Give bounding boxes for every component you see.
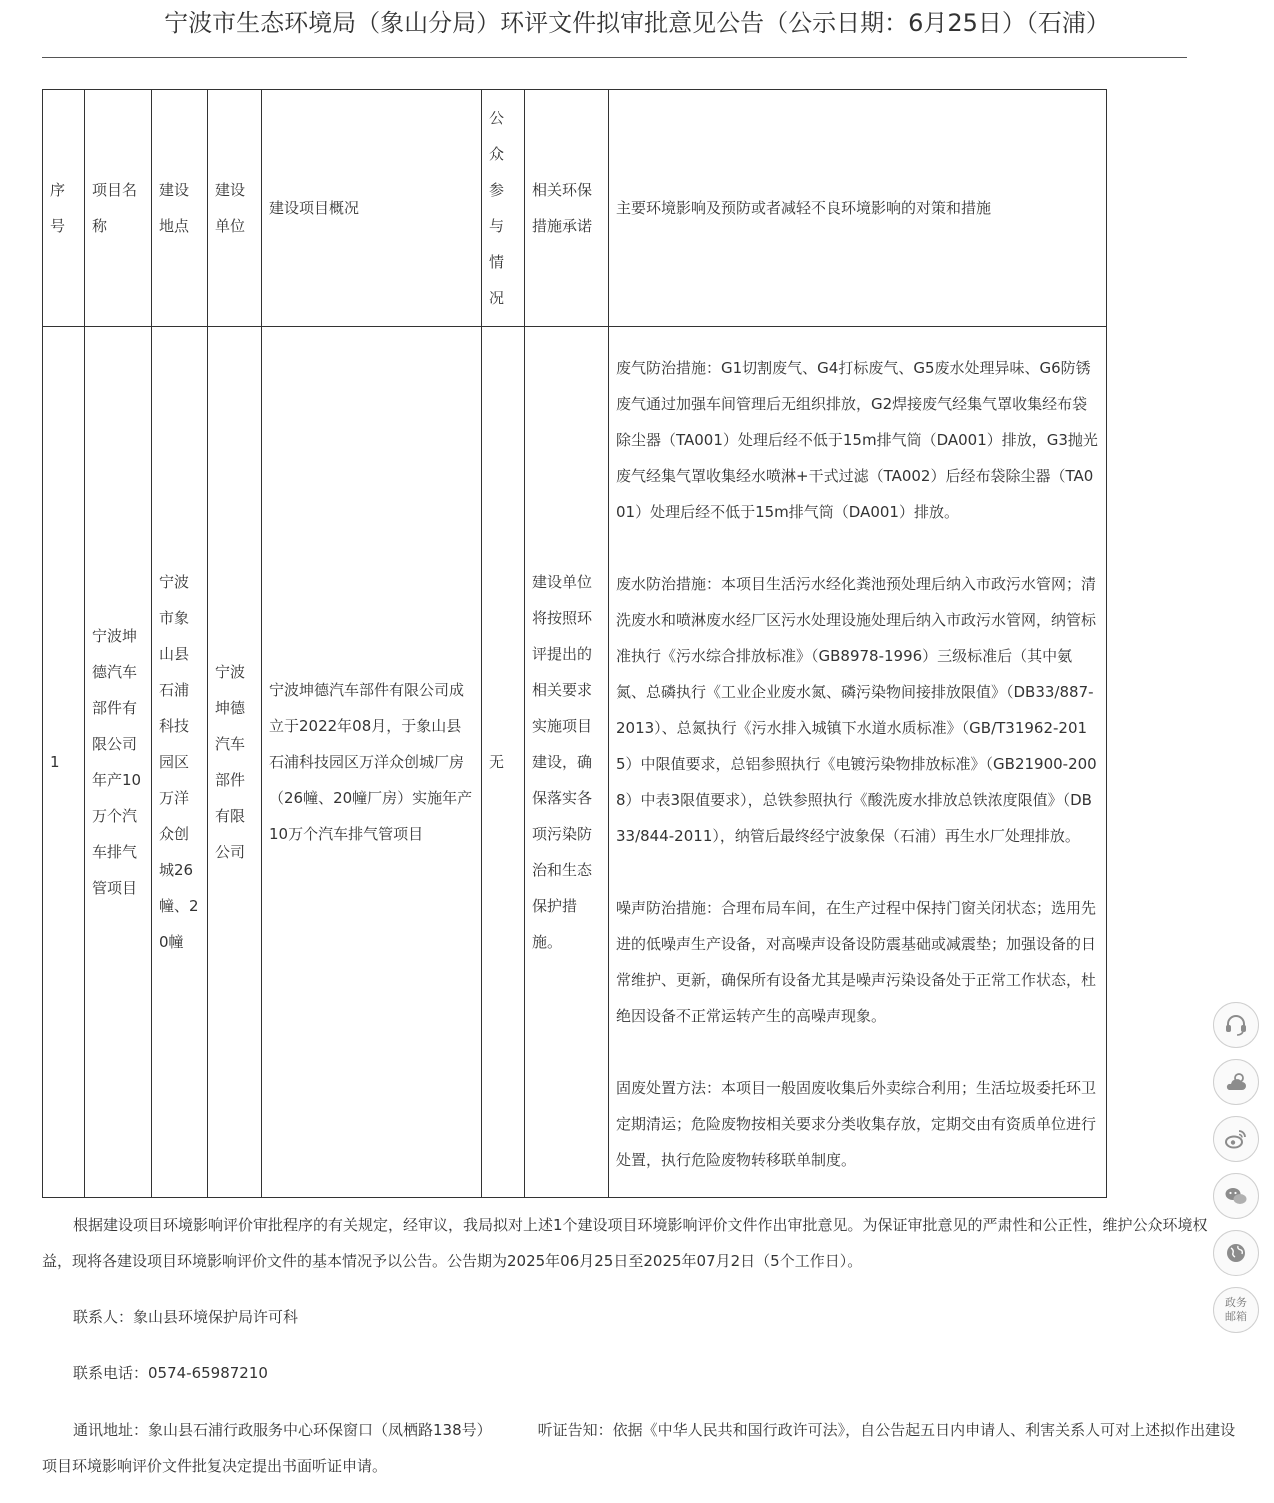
wechat-icon [1223, 1183, 1249, 1209]
cell-company: 宁波坤德汽车部件有限公司 [208, 327, 262, 1198]
cell-measures [609, 327, 1107, 1198]
cloud-sun-icon [1223, 1069, 1249, 1095]
gov-mailbox-button[interactable] [1213, 1287, 1259, 1333]
cell-overview: 宁波坤德汽车部件有限公司成立于2022年08月，于象山县石浦科技园区万洋众创城厂房（26幢、20幢厂房）实施年产10万个汽车排气管项目 [262, 327, 482, 1198]
contact-person: 联系人：象山县环境保护局许可科 [73, 1308, 299, 1326]
header-company: 建设单位 [208, 90, 262, 327]
cell-project-name: 宁波坤德汽车部件有限公司年产10万个汽车排气管项目 [85, 327, 152, 1198]
weather-button[interactable] [1213, 1059, 1259, 1105]
approval-table [42, 89, 1107, 1198]
page-title: 宁波市生态环境局（象山分局）环评文件拟审批意见公告（公示日期：6月25日）（石浦） [164, 9, 1110, 37]
header-location: 建设地点 [152, 90, 208, 327]
cell-commitment: 建设单位将按照环评提出的相关要求实施项目建设，确保落实各项污染防治和生态保护措施。 [525, 327, 609, 1198]
globe-icon [1223, 1240, 1249, 1266]
wechat-button[interactable] [1213, 1173, 1259, 1219]
cell-public-participation: 无 [482, 327, 525, 1198]
table-row [43, 327, 1107, 1198]
header-public-participation: 公众参与情况 [482, 90, 525, 327]
headset-icon [1223, 1012, 1249, 1038]
header-measures: 主要环境影响及预防或者减轻不良环境影响的对策和措施 [609, 90, 1107, 327]
measure-gas: 废气防治措施：G1切割废气、G4打标废气、G5废水处理异味、G6防锈废气通过加强车间管理后无组织排放，G2焊接废气经集气罩收集经布袋除尘器（TA001）处理后经不低于15m排气筒（DA001）排放，G3抛光废气经集气罩收集经水喷淋+干式过滤（TA002）后经布袋除尘器（TA001）处理后经不低于15m排气筒（DA001）排放。 [616, 358, 1098, 521]
title-divider [42, 57, 1187, 58]
notice-statement: 根据建设项目环境影响评价审批程序的有关规定，经审议，我局拟对上述1个建设项目环境影响评价文件作出审批意见。为保证审批意见的严肃性和公正性，维护公众环境权益，现将各建设项目环境影响评价文件的基本情况予以公告。公告期为2025年06月25日至2025年07月2日（5个工作日）。 [42, 1216, 1208, 1270]
cell-index: 1 [43, 327, 85, 1198]
hearing-notice: 听证告知：依据《中华人民共和国行政许可法》，自公告起五日内申请人、利害关系人可对上述拟作出建设项目环境影响评价文件批复决定提出书面听证申请。 [42, 1421, 1236, 1475]
gov-mailbox-label: 政务邮箱 [1225, 1296, 1247, 1323]
header-overview: 建设项目概况 [262, 90, 482, 327]
weibo-button[interactable] [1213, 1116, 1259, 1162]
measure-solid: 固废处置方法：本项目一般固废收集后外卖综合利用；生活垃圾委托环卫定期清运；危险废物按相关要求分类收集存放，定期交由有资质单位进行处置，执行危险废物转移联单制度。 [616, 1078, 1097, 1169]
contact-phone: 联系电话：0574-65987210 [73, 1364, 268, 1382]
floating-toolbar [1213, 1002, 1261, 1344]
header-index: 序号 [43, 90, 85, 327]
measure-water: 废水防治措施：本项目生活污水经化粪池预处理后纳入市政污水管网；清洗废水和喷淋废水经厂区污水处理设施处理后纳入市政污水管网，纳管标准执行《污水综合排放标准》（GB8978-1996）三级标准后（其中氨氮、总磷执行《工业企业废水氮、磷污染物间接排放限值》（DB33/887-2013）、总氮执行《污水排入城镇下水道水质标准》（GB/T31962-2015）中限值要求，总铝参照执行《电镀污染物排放标准》（GB21900-2008）中表3限值要求），总铁参照执行《酸洗废水排放总铁浓度限值》（DB33/844-2011），纳管后最终经宁波象保（石浦）再生水厂处理排放。 [616, 574, 1097, 845]
measure-noise: 噪声防治措施：合理布局车间，在生产过程中保持门窗关闭状态；选用先进的低噪声生产设备，对高噪声设备设防震基础或减震垫；加强设备的日常维护、更新，确保所有设备尤其是噪声污染设备处于正常工作状态，杜绝因设备不正常运转产生的高噪声现象。 [616, 898, 1097, 1025]
customer-service-button[interactable] [1213, 1002, 1259, 1048]
globe-button[interactable] [1213, 1230, 1259, 1276]
weibo-icon [1223, 1126, 1249, 1152]
header-commitment: 相关环保措施承诺 [525, 90, 609, 327]
header-project-name: 项目名称 [85, 90, 152, 327]
address-hearing-paragraph [42, 1412, 1237, 1484]
contact-address: 通讯地址：象山县石浦行政服务中心环保窗口（凤栖路138号） [73, 1421, 492, 1439]
table-header-row [43, 90, 1107, 327]
cell-location: 宁波市象山县石浦科技园区万洋众创城26幢、20幢 [152, 327, 208, 1198]
